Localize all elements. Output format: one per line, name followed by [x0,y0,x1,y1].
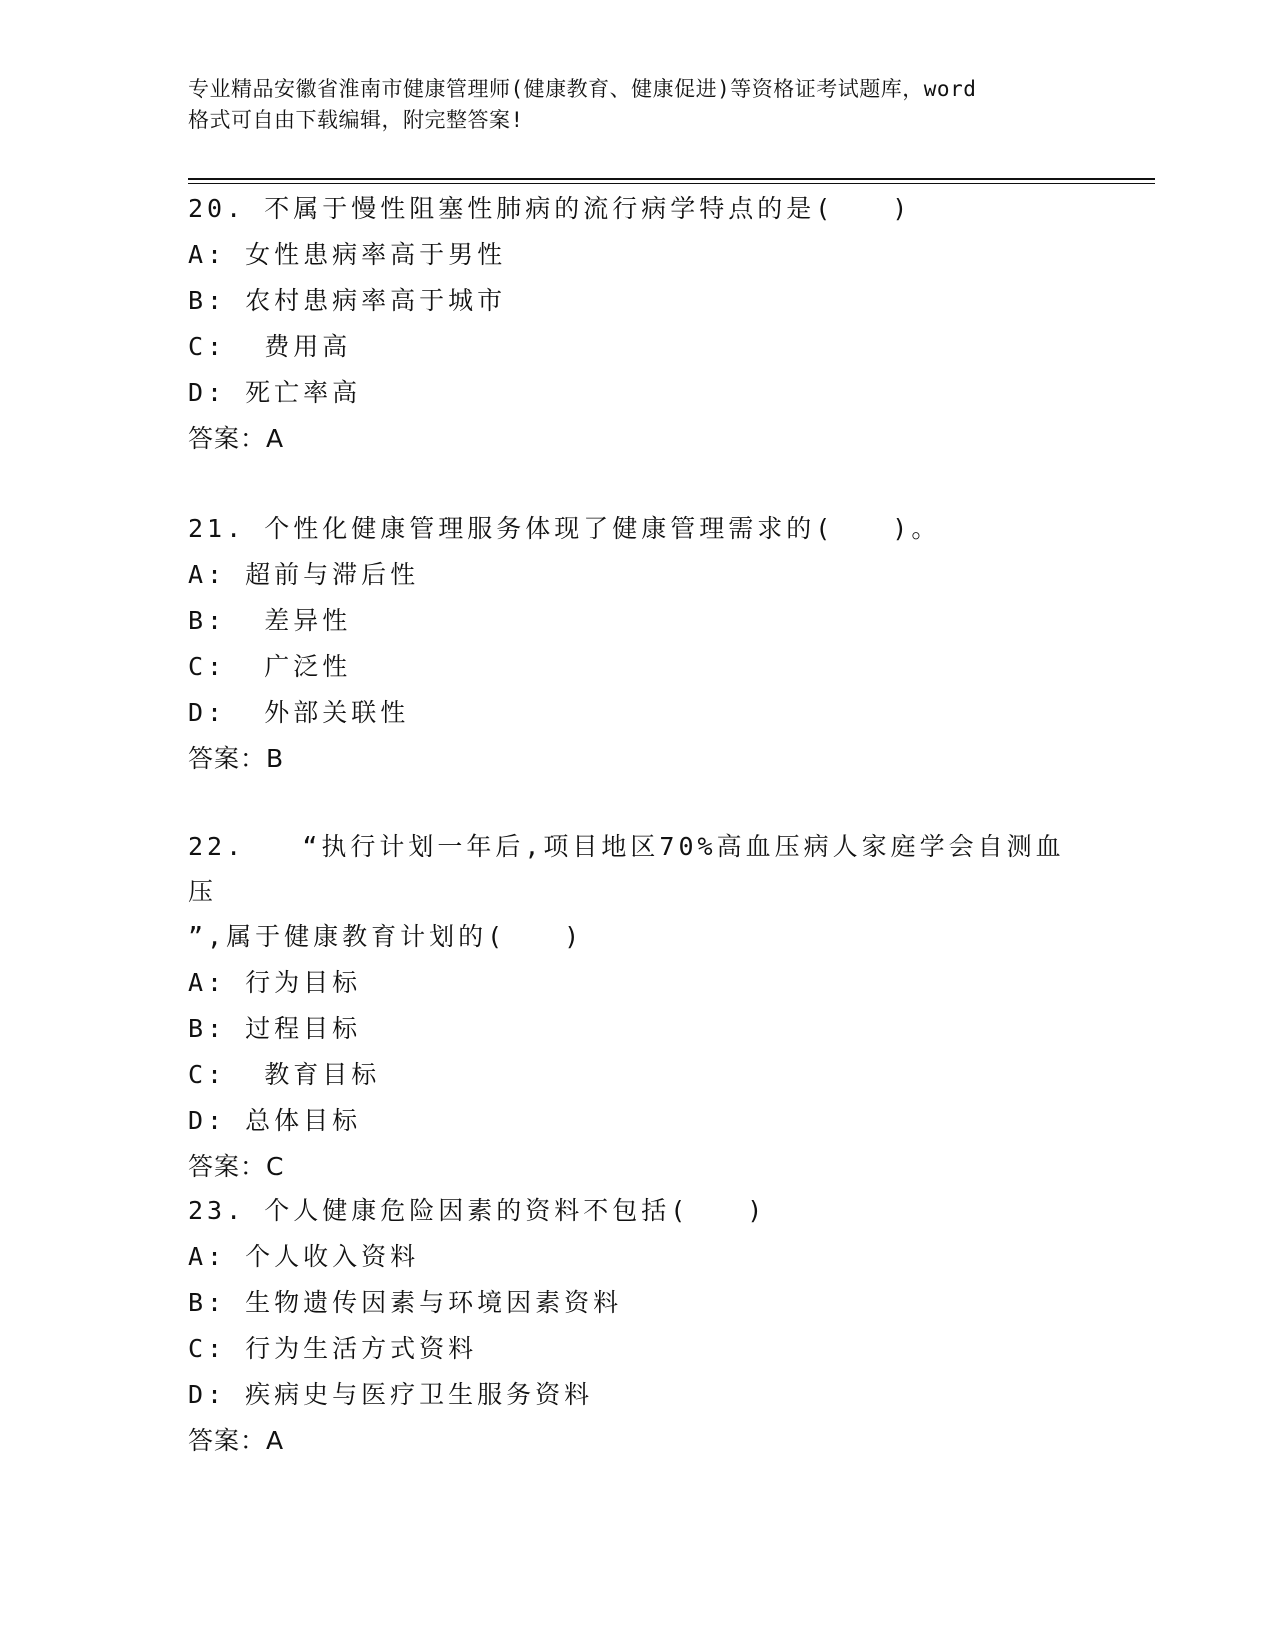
option-a [188,552,1088,598]
question-21 [188,506,1088,782]
option-a [188,1234,1088,1280]
option-c [188,1052,1088,1098]
option-text: 疾病史与医疗卫生服务资料 [245,1380,594,1409]
header-line-2: 格式可自由下载编辑，附完整答案! [188,108,524,132]
header-divider-thick [188,178,1155,180]
option-text: 超前与滞后性 [245,560,420,589]
header-line-1: 专业精品安徽省淮南市健康管理师(健康教育、健康促进)等资格证考试题库，word [188,77,977,101]
option-a [188,232,1088,278]
option-text: 个人收入资料 [245,1242,420,1271]
option-text: 教育目标 [245,1060,381,1089]
option-key: A: [188,560,227,589]
option-key: A: [188,1242,227,1271]
answer-line: 答案：A [188,1426,285,1455]
option-c [188,324,1088,370]
question-20 [188,186,1088,462]
option-d [188,1098,1088,1144]
option-a [188,960,1088,1006]
option-d [188,370,1088,416]
option-c [188,1326,1088,1372]
option-key: C: [188,1060,227,1089]
option-c [188,644,1088,690]
option-text: 农村患病率高于城市 [245,286,507,315]
question-text: 个性化健康管理服务体现了健康管理需求的( )。 [264,514,941,543]
option-text: 总体目标 [245,1106,362,1135]
question-stem [188,506,1088,552]
option-text: 行为生活方式资料 [245,1334,478,1363]
option-key: D: [188,378,227,407]
question-22 [188,824,1088,1190]
option-b [188,278,1088,324]
question-text: “执行计划一年后,项目地区70%高血压病人家庭学会自测血压 ”,属于健康教育计划的( ) [188,832,1065,951]
option-key: D: [188,1106,227,1135]
option-b [188,598,1088,644]
option-key: D: [188,698,227,727]
option-key: B: [188,286,227,315]
option-key: C: [188,652,227,681]
option-text: 过程目标 [245,1014,362,1043]
option-b [188,1006,1088,1052]
option-d [188,1372,1088,1418]
question-text: 不属于慢性阻塞性肺病的流行病学特点的是( ) [264,194,912,223]
option-key: C: [188,332,227,361]
option-key: B: [188,1288,227,1317]
question-23 [188,1188,1088,1464]
option-text: 广泛性 [245,652,352,681]
question-stem [188,186,1088,232]
option-text: 费用高 [245,332,352,361]
question-number: 21. [188,514,246,543]
option-key: A: [188,240,227,269]
question-stem [188,824,1088,959]
answer-line: 答案：C [188,1152,285,1181]
header-divider-thin [188,183,1155,184]
document-header [188,74,1088,136]
question-stem [188,1188,1088,1234]
option-key: A: [188,968,227,997]
question-number: 20. [188,194,246,223]
question-number: 23. [188,1196,246,1225]
option-text: 外部关联性 [245,698,410,727]
option-text: 生物遗传因素与环境因素资料 [245,1288,623,1317]
option-key: B: [188,606,227,635]
option-d [188,690,1088,736]
option-text: 差异性 [245,606,352,635]
answer-line: 答案：A [188,424,285,453]
option-b [188,1280,1088,1326]
option-text: 行为目标 [245,968,362,997]
answer-line: 答案：B [188,744,285,773]
option-text: 女性患病率高于男性 [245,240,507,269]
question-text: 个人健康危险因素的资料不包括( ) [264,1196,767,1225]
option-key: D: [188,1380,227,1409]
option-key: B: [188,1014,227,1043]
question-number: 22. [188,832,246,861]
option-text: 死亡率高 [245,378,362,407]
option-key: C: [188,1334,227,1363]
